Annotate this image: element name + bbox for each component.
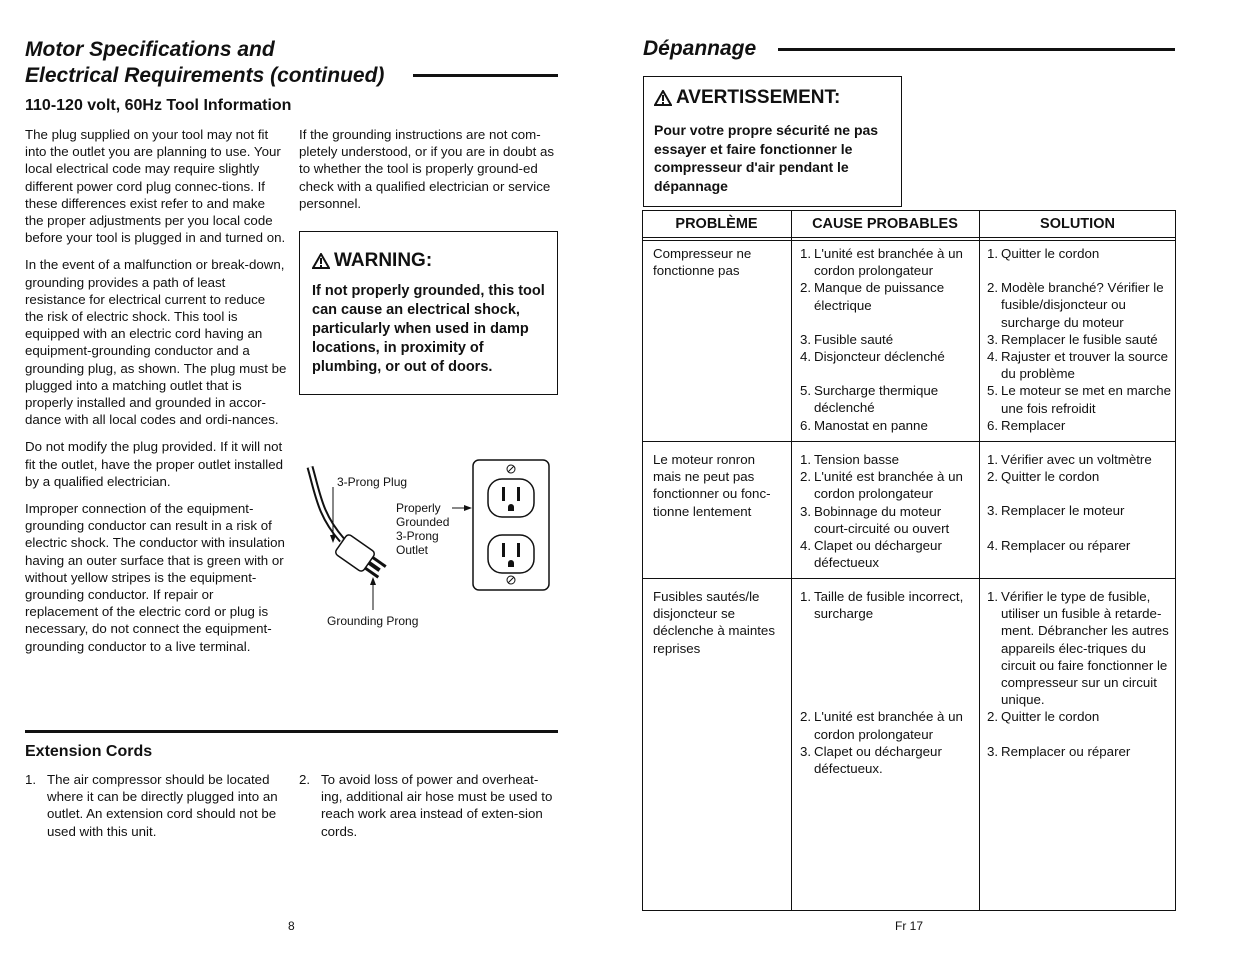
item-text: Bobinnage du moteur court-circuité ou ouvert <box>814 503 950 536</box>
extension-heading: Extension Cords <box>25 743 153 760</box>
item-text: Manostat en panne <box>814 417 928 433</box>
outlet-label-line: Outlet <box>396 543 429 557</box>
left-column-1 <box>25 126 287 655</box>
item-text: Manque de puissance électrique <box>814 280 945 313</box>
item-number: 2. <box>987 469 999 485</box>
item-number: 5. <box>987 383 999 399</box>
paragraph: Improper connection of the equipment-grounding conductor can result in a risk of electric shock. The conductor with insulation having an outer surface that is green with or without yellow stripes is the equipment-grounding conductor. If repair or replacement of the electric cord or plug is necessary, do not connect the equipment-grounding conductor to a live terminal. <box>25 501 285 654</box>
item-number: 2. <box>800 709 812 725</box>
item-text: Clapet ou déchargeur défectueux <box>814 538 942 571</box>
table-cell-solutions <box>987 245 1171 434</box>
item-text: Quitter le cordon <box>1001 469 1100 485</box>
item-text: Remplacer le fusible sauté <box>1001 331 1158 347</box>
solution-item <box>987 417 1171 434</box>
item-number: 4. <box>987 349 999 365</box>
solution-item <box>987 502 1171 519</box>
table-cell-problem: Le moteur ronron mais ne peut pas fonctionner ou fonc-tionne lentement <box>653 452 771 519</box>
column-divider <box>979 210 980 911</box>
row-divider <box>642 578 1176 579</box>
item-text: To avoid loss of power and overheat-ing, additional air hose must be used to reach work area instead of exten-sion cords. <box>321 772 553 839</box>
avertissement-box <box>643 76 902 207</box>
table-cell-causes <box>800 451 976 571</box>
solution-item <box>987 245 1171 262</box>
item-text: Quitter le cordon <box>1001 246 1100 261</box>
item-text: Rajuster et trouver la source du problème <box>1001 349 1169 382</box>
warning-triangle-icon <box>654 90 672 106</box>
item-number: 1. <box>25 772 37 787</box>
column-divider <box>791 210 792 911</box>
item-text: L'unité est branchée à un cordon prolongateur <box>814 246 963 279</box>
solution-item <box>987 708 1171 725</box>
item-number: 2. <box>800 469 812 485</box>
item-number: 3. <box>800 503 812 519</box>
avertissement-heading-text: AVERTISSEMENT: <box>676 87 841 108</box>
solution-item <box>987 743 1171 760</box>
item-text: Le moteur se met en marche une fois refroidit <box>1001 383 1171 416</box>
right-page-title: Dépannage <box>643 37 757 60</box>
item-number: 1. <box>987 452 999 467</box>
item-text: The air compressor should be located where it can be directly plugged into an outlet. An extension cord should not be used with this unit. <box>47 772 278 839</box>
left-title-rule <box>413 74 558 77</box>
outlet-label <box>396 501 449 557</box>
item-text: Quitter le cordon <box>1001 709 1100 725</box>
cause-item <box>800 331 976 348</box>
warning-box <box>299 231 558 395</box>
warning-heading <box>312 250 545 272</box>
list-item <box>25 771 291 840</box>
cause-item <box>800 279 976 313</box>
item-number: 2. <box>987 280 999 296</box>
cause-item <box>800 537 976 571</box>
item-text: Disjoncteur déclenché <box>814 349 945 365</box>
item-text: Vérifier le type de fusible, utiliser un fusible à retarde-ment. Débrancher les autres appareils élec-triques du circuit ou faire fonctionner le compresseur sur un circuit unique. <box>1001 589 1169 708</box>
item-text: L'unité est branchée à un cordon prolongateur <box>814 709 963 742</box>
item-number: 1. <box>800 452 812 467</box>
paragraph: In the event of a malfunction or break-down, grounding provides a path of least resistance for electrical current to reduce the risk of electric shock. This tool is equipped with an electric cord having an equipment-grounding conductor and a grounding plug, as shown. The plug must be plugged into a matching outlet that is properly installed and grounded in accor-dance with all local codes and ordi-nances. <box>25 257 287 428</box>
item-text: Modèle branché? Vérifier le fusible/disjoncteur ou surcharge du moteur <box>1001 280 1164 330</box>
grounding-prong-label: Grounding Prong <box>327 614 419 628</box>
right-page-number: Fr 17 <box>895 919 924 933</box>
solution-item <box>987 279 1171 331</box>
paragraph: Do not modify the plug provided. If it will not fit the outlet, have the proper outlet installed by a qualified electrician. <box>25 439 283 489</box>
avertissement-heading <box>654 87 891 109</box>
item-text: Fusible sauté <box>814 331 894 347</box>
item-number: 3. <box>800 331 812 347</box>
solution-item <box>987 588 1171 708</box>
header-probleme: PROBLÈME <box>675 216 758 232</box>
cause-item <box>800 417 976 434</box>
item-number: 4. <box>800 538 812 554</box>
cause-item <box>800 348 976 365</box>
item-text: Taille de fusible incorrect, surcharge <box>814 589 964 622</box>
item-number: 3. <box>987 503 999 519</box>
item-number: 6. <box>987 417 999 433</box>
solution-item <box>987 331 1171 348</box>
item-text: Tension basse <box>814 452 900 467</box>
left-page-number: 8 <box>288 919 295 933</box>
list-item <box>299 771 559 840</box>
item-text: Remplacer ou réparer <box>1001 743 1131 759</box>
item-text: Remplacer <box>1001 417 1066 433</box>
tool-info-subtitle: 110-120 volt, 60Hz Tool Information <box>25 97 292 114</box>
item-number: 1. <box>987 246 999 261</box>
solution-item <box>987 382 1171 416</box>
extension-rule <box>25 730 558 733</box>
item-number: 3. <box>987 331 999 347</box>
table-cell-solutions <box>987 451 1171 554</box>
cause-item <box>800 451 976 468</box>
header-cause: CAUSE PROBABLES <box>812 216 958 232</box>
item-number: 2. <box>800 280 812 296</box>
table-cell-solutions <box>987 588 1171 760</box>
item-number: 2. <box>987 709 999 725</box>
item-text: Remplacer le moteur <box>1001 503 1125 519</box>
table-cell-problem: Fusibles sautés/le disjoncteur se déclenche à maintes reprises <box>653 589 775 656</box>
left-column-2 <box>299 126 561 212</box>
plug-label: 3-Prong Plug <box>337 475 408 489</box>
left-page-title <box>25 37 425 89</box>
solution-item <box>987 348 1171 382</box>
table-cell-causes <box>800 245 976 434</box>
paragraph: The plug supplied on your tool may not fit into the outlet you are planning to use. Your local electrical code may require slightly different power cord plug connec-tions. If these differences exist refer to and make the proper adjustments per you local code before your tool is plugged in and turned on. <box>25 127 286 246</box>
extension-item-1 <box>25 771 291 840</box>
item-number: 6. <box>800 417 812 433</box>
warning-heading-text: WARNING: <box>334 250 433 271</box>
table-cell-problem: Compresseur ne fonctionne pas <box>653 246 752 279</box>
cause-item <box>800 503 976 537</box>
item-text: Remplacer ou réparer <box>1001 537 1131 553</box>
outlet-label-line: 3-Prong <box>396 529 439 543</box>
outlet-label-line: Grounded <box>396 515 450 529</box>
solution-item <box>987 537 1171 554</box>
item-number: 4. <box>800 349 812 365</box>
paragraph: If the grounding instructions are not com-pletely understood, or if you are in doubt as to whether the tool is properly ground-ed check with a qualified electrician or service personnel. <box>299 127 555 211</box>
cause-item <box>800 743 976 777</box>
item-number: 1. <box>800 246 812 261</box>
cause-item <box>800 245 976 279</box>
left-title-line-1: Motor Specifications and <box>25 38 275 61</box>
cause-item <box>800 468 976 502</box>
solution-item <box>987 451 1171 468</box>
item-number: 3. <box>800 743 812 759</box>
solution-item <box>987 468 1171 485</box>
item-text: Surcharge thermique déclenché <box>814 383 939 416</box>
item-number: 2. <box>299 772 311 787</box>
avertissement-text: Pour votre propre sécurité ne pas essayer et faire fonctionner le compresseur d'air pendant le dépannage <box>654 122 879 194</box>
item-text: Clapet ou déchargeur défectueux. <box>814 743 942 777</box>
header-rule-2 <box>642 240 1176 241</box>
item-number: 4. <box>987 537 999 553</box>
table-cell-causes <box>800 588 976 777</box>
cause-item <box>800 588 976 622</box>
warning-text: If not properly grounded, this tool can cause an electrical shock, particularly when used in damp locations, in proximity of plumbing, or out of doors. <box>312 283 545 375</box>
right-title-rule <box>778 48 1175 51</box>
item-text: L'unité est branchée à un cordon prolongateur <box>814 469 963 502</box>
cause-item <box>800 382 976 416</box>
header-rule <box>642 237 1176 238</box>
row-divider <box>642 441 1176 442</box>
extension-item-2 <box>299 771 559 840</box>
header-solution: SOLUTION <box>1040 216 1115 232</box>
warning-triangle-icon <box>312 253 330 269</box>
item-number: 3. <box>987 743 999 759</box>
outlet-label-line: Properly <box>396 501 441 515</box>
plug-outlet-figure <box>300 455 560 635</box>
cause-item <box>800 708 976 742</box>
item-number: 5. <box>800 383 812 399</box>
item-number: 1. <box>987 589 999 604</box>
item-number: 1. <box>800 589 812 604</box>
item-text: Vérifier avec un voltmètre <box>1001 452 1152 467</box>
left-title-line-2: Electrical Requirements (continued) <box>25 64 385 87</box>
